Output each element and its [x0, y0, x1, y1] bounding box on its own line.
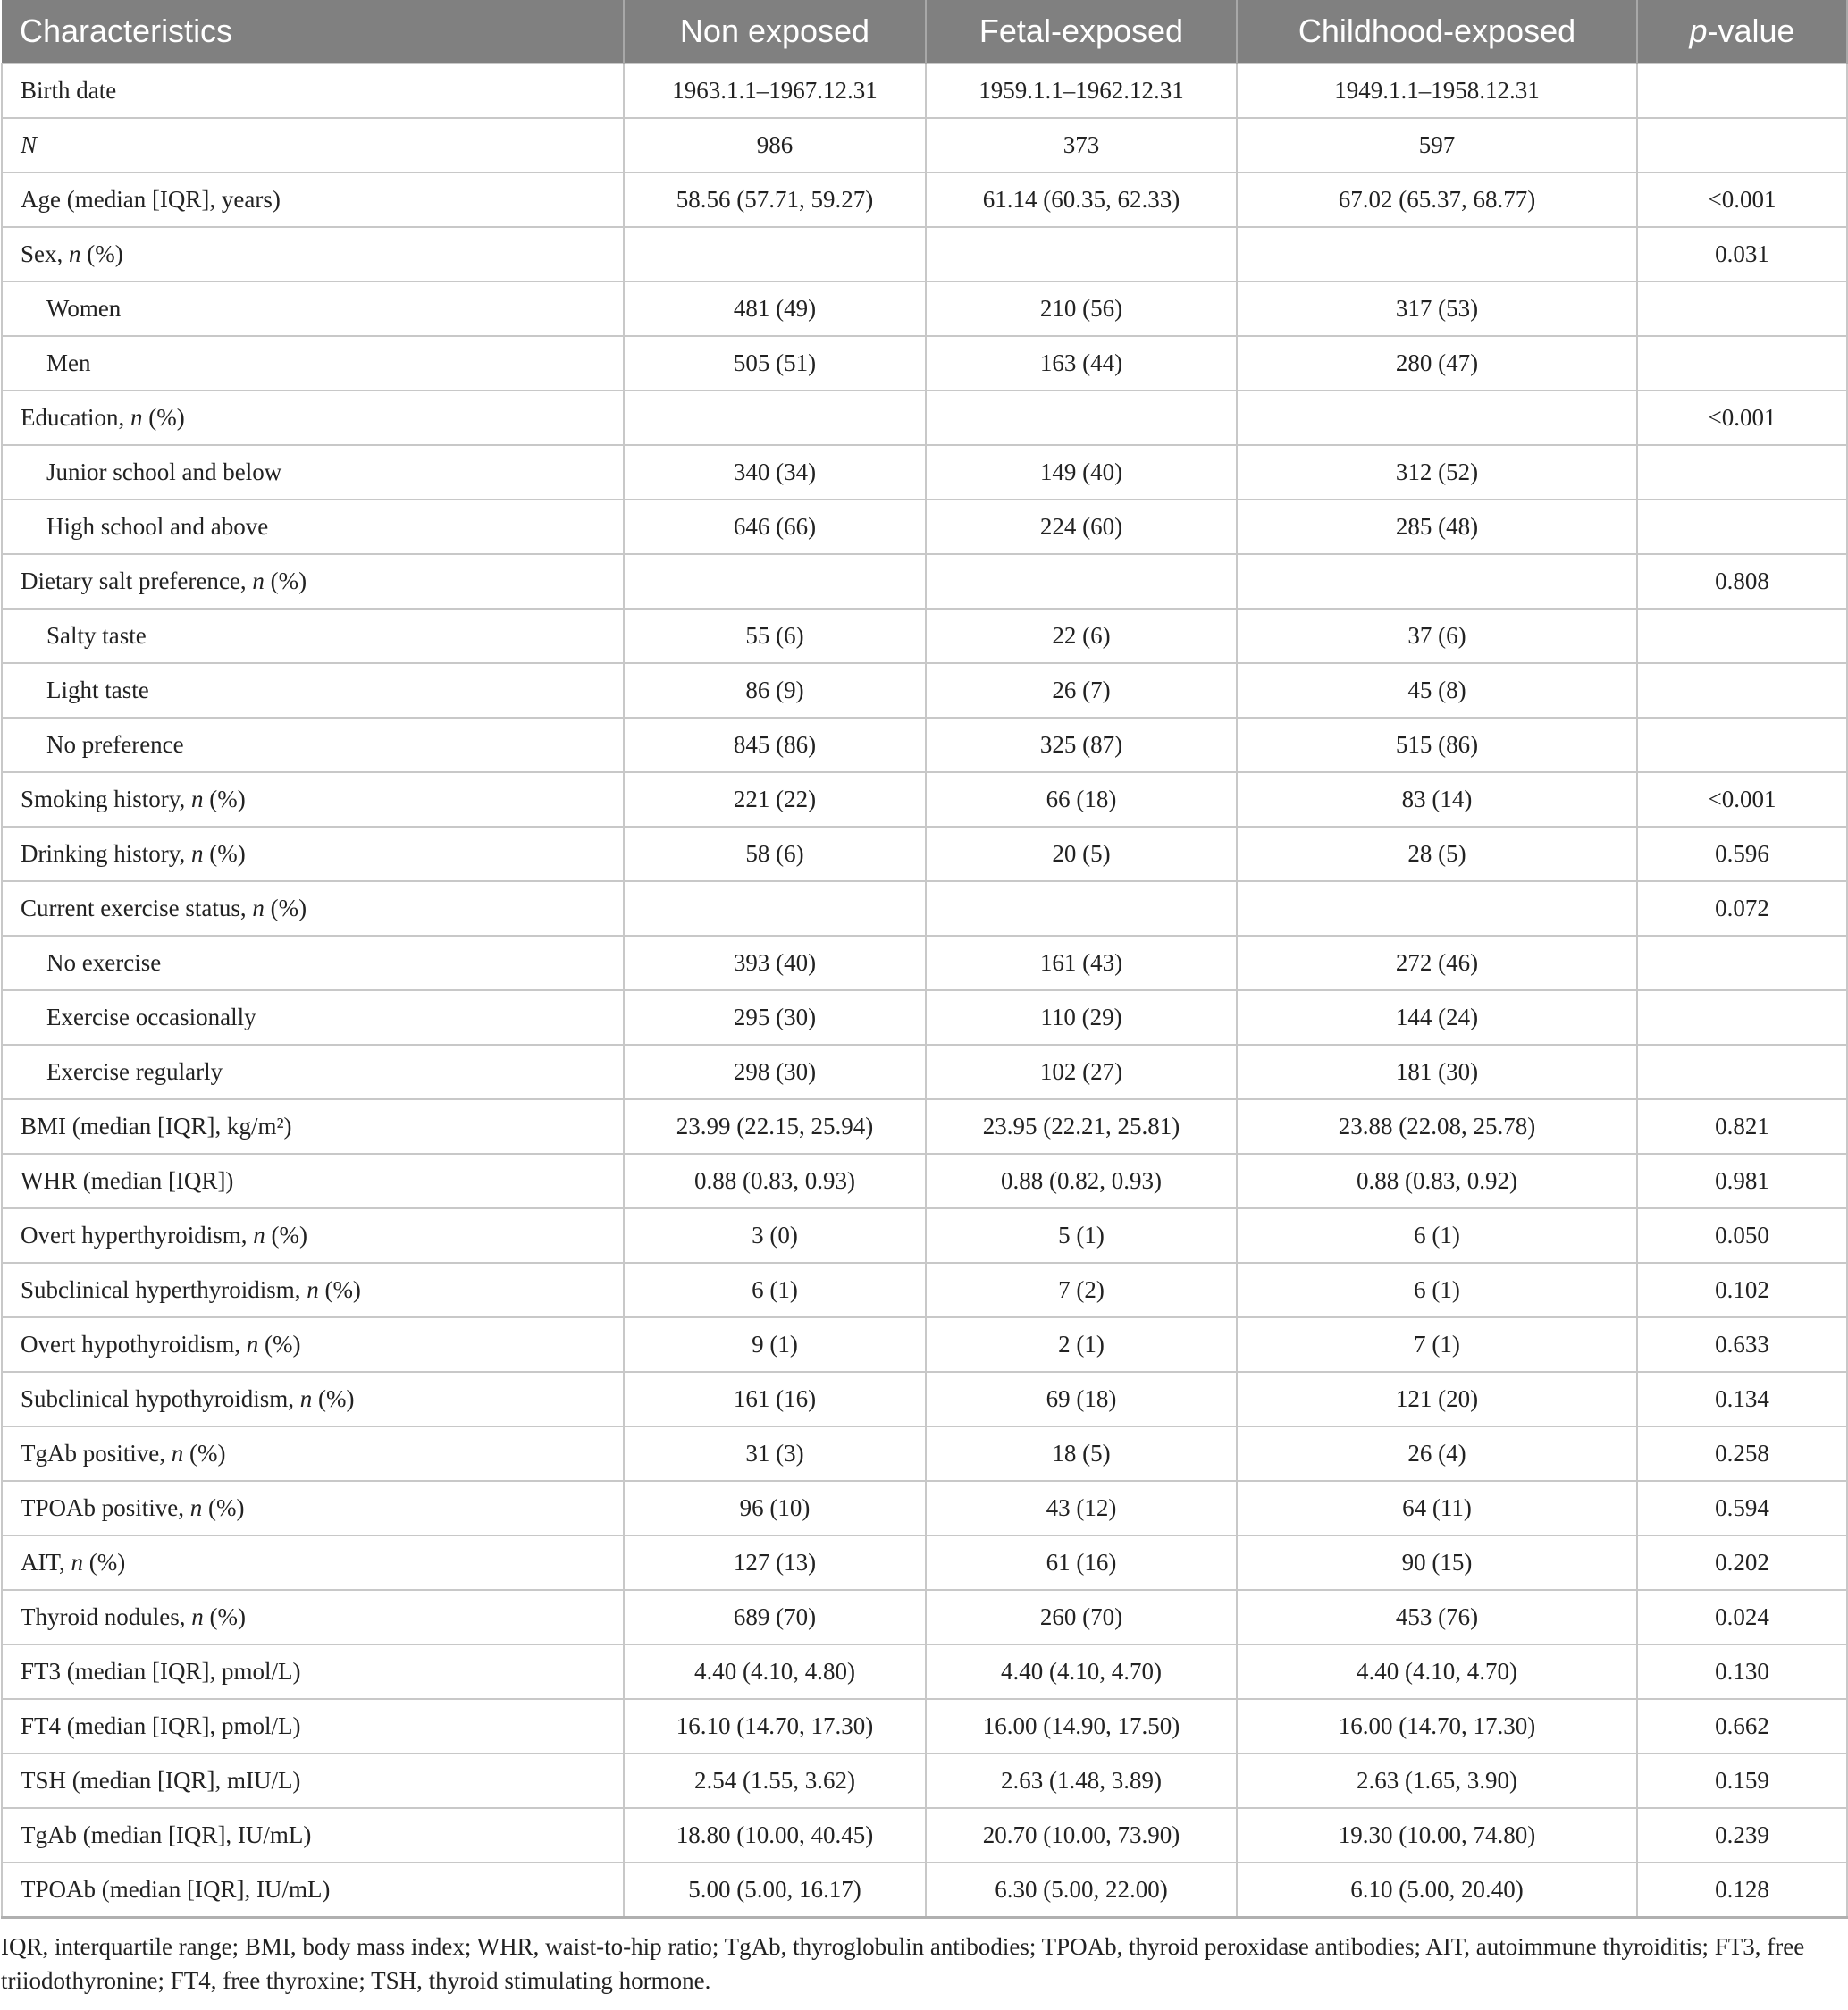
cell-fetal-exposed: 7 (2): [926, 1263, 1237, 1317]
row-label-it: n: [307, 1276, 319, 1303]
cell-p-value: 0.662: [1637, 1699, 1847, 1753]
cell-p-value: 0.981: [1637, 1154, 1847, 1208]
row-label-post: (%): [318, 1276, 361, 1303]
cell-non-exposed: 86 (9): [624, 663, 926, 718]
table-row: [2, 1590, 1847, 1644]
table-row: [2, 1154, 1847, 1208]
row-label: [2, 391, 624, 445]
cell-fetal-exposed: 1959.1.1–1962.12.31: [926, 63, 1237, 118]
row-label-it: n: [171, 1440, 184, 1467]
row-label: [2, 1481, 624, 1535]
cell-fetal-exposed: 260 (70): [926, 1590, 1237, 1644]
row-label-pre: Dietary salt preference,: [21, 568, 253, 594]
row-label-pre: Smoking history,: [21, 786, 192, 812]
cell-fetal-exposed: 163 (44): [926, 336, 1237, 391]
cell-p-value: [1637, 609, 1847, 663]
table-row: [2, 609, 1847, 663]
row-label-pre: Current exercise status,: [21, 895, 253, 921]
cell-non-exposed: 221 (22): [624, 772, 926, 827]
row-label-pre: Exercise regularly: [46, 1058, 223, 1085]
row-label-pre: Subclinical hyperthyroidism,: [21, 1276, 307, 1303]
cell-p-value: 0.821: [1637, 1099, 1847, 1154]
cell-p-value: 0.130: [1637, 1644, 1847, 1699]
cell-p-value: 0.808: [1637, 554, 1847, 609]
cell-fetal-exposed: 224 (60): [926, 500, 1237, 554]
cell-p-value: [1637, 445, 1847, 500]
row-label-pre: TPOAb (median [IQR], IU/mL): [21, 1876, 331, 1903]
cell-fetal-exposed: 61.14 (60.35, 62.33): [926, 172, 1237, 227]
row-label-pre: TPOAb positive,: [21, 1494, 190, 1521]
cell-non-exposed: 127 (13): [624, 1535, 926, 1590]
cell-non-exposed: 298 (30): [624, 1045, 926, 1099]
row-label-pre: Men: [46, 349, 91, 376]
table-row: [2, 1208, 1847, 1263]
row-label-post: (%): [142, 404, 185, 431]
table-row: [2, 1426, 1847, 1481]
cell-p-value: [1637, 118, 1847, 172]
row-label-pre: Drinking history,: [21, 840, 191, 867]
table-row: [2, 1372, 1847, 1426]
cell-p-value: 0.594: [1637, 1481, 1847, 1535]
table-row: [2, 827, 1847, 881]
table-row: [2, 1863, 1847, 1918]
cell-non-exposed: 31 (3): [624, 1426, 926, 1481]
table-row: [2, 172, 1847, 227]
row-label-pre: AIT,: [21, 1549, 71, 1576]
cell-fetal-exposed: 161 (43): [926, 936, 1237, 990]
cell-non-exposed: 4.40 (4.10, 4.80): [624, 1644, 926, 1699]
row-label: [2, 445, 624, 500]
cell-p-value: [1637, 282, 1847, 336]
row-label: [2, 1045, 624, 1099]
cell-p-value: [1637, 663, 1847, 718]
cell-childhood-exposed: 7 (1): [1237, 1317, 1637, 1372]
row-label-pre: Subclinical hypothyroidism,: [21, 1385, 300, 1412]
cell-non-exposed: [624, 391, 926, 445]
cell-non-exposed: [624, 881, 926, 936]
cell-non-exposed: 646 (66): [624, 500, 926, 554]
cell-fetal-exposed: 0.88 (0.82, 0.93): [926, 1154, 1237, 1208]
row-label-post: (%): [312, 1385, 355, 1412]
cell-non-exposed: 161 (16): [624, 1372, 926, 1426]
cell-non-exposed: 9 (1): [624, 1317, 926, 1372]
cell-childhood-exposed: 37 (6): [1237, 609, 1637, 663]
row-label: [2, 500, 624, 554]
cell-p-value: 0.202: [1637, 1535, 1847, 1590]
cell-childhood-exposed: 121 (20): [1237, 1372, 1637, 1426]
cell-childhood-exposed: 181 (30): [1237, 1045, 1637, 1099]
cell-childhood-exposed: 317 (53): [1237, 282, 1637, 336]
table-row: [2, 936, 1847, 990]
cell-childhood-exposed: 6 (1): [1237, 1208, 1637, 1263]
cell-non-exposed: 16.10 (14.70, 17.30): [624, 1699, 926, 1753]
row-label-pre: Thyroid nodules,: [21, 1603, 192, 1630]
row-label-pre: FT3 (median [IQR], pmol/L): [21, 1658, 301, 1685]
cell-non-exposed: 689 (70): [624, 1590, 926, 1644]
row-label: [2, 1426, 624, 1481]
cell-fetal-exposed: 26 (7): [926, 663, 1237, 718]
header-p-value: [1637, 0, 1847, 63]
row-label-pre: Light taste: [46, 677, 149, 703]
cell-non-exposed: 96 (10): [624, 1481, 926, 1535]
table-footnote: IQR, interquartile range; BMI, body mass index; WHR, waist-to-hip ratio; TgAb, thyroglobulin antibodies; TPOAb, thyroid peroxidase antibodies; AIT, autoimmune thyroiditis; FT3, free triiodothyronine; FT4, free thyroxine; TSH, thyroid stimulating hormone.: [1, 1933, 1805, 1994]
table-row: [2, 1099, 1847, 1154]
cell-non-exposed: 481 (49): [624, 282, 926, 336]
cell-childhood-exposed: 4.40 (4.10, 4.70): [1237, 1644, 1637, 1699]
row-label-post: (%): [203, 786, 246, 812]
table-row: [2, 1045, 1847, 1099]
cell-p-value: 0.102: [1637, 1263, 1847, 1317]
table-row: [2, 881, 1847, 936]
row-label-it: n: [69, 240, 81, 267]
row-label: [2, 554, 624, 609]
cell-fetal-exposed: 20.70 (10.00, 73.90): [926, 1808, 1237, 1863]
cell-p-value: 0.239: [1637, 1808, 1847, 1863]
row-label-pre: Overt hypothyroidism,: [21, 1331, 247, 1358]
cell-fetal-exposed: 210 (56): [926, 282, 1237, 336]
row-label-post: (%): [264, 895, 307, 921]
cell-childhood-exposed: 285 (48): [1237, 500, 1637, 554]
cell-childhood-exposed: 90 (15): [1237, 1535, 1637, 1590]
row-label-pre: Birth date: [21, 77, 117, 104]
cell-non-exposed: 58.56 (57.71, 59.27): [624, 172, 926, 227]
row-label: [2, 827, 624, 881]
cell-childhood-exposed: 6 (1): [1237, 1263, 1637, 1317]
row-label: [2, 336, 624, 391]
row-label-it: n: [246, 1331, 259, 1358]
cell-fetal-exposed: 373: [926, 118, 1237, 172]
cell-fetal-exposed: 22 (6): [926, 609, 1237, 663]
cell-fetal-exposed: 43 (12): [926, 1481, 1237, 1535]
cell-p-value: 0.159: [1637, 1753, 1847, 1808]
header-non-exposed: Non exposed: [624, 0, 926, 63]
cell-non-exposed: 5.00 (5.00, 16.17): [624, 1863, 926, 1918]
row-label-pre: FT4 (median [IQR], pmol/L): [21, 1712, 301, 1739]
row-label: [2, 1590, 624, 1644]
cell-p-value: 0.031: [1637, 227, 1847, 282]
cell-p-value: 0.072: [1637, 881, 1847, 936]
cell-p-value: [1637, 718, 1847, 772]
cell-childhood-exposed: 28 (5): [1237, 827, 1637, 881]
cell-p-value: [1637, 500, 1847, 554]
row-label-post: (%): [202, 1494, 245, 1521]
cell-non-exposed: 18.80 (10.00, 40.45): [624, 1808, 926, 1863]
row-label-it: n: [130, 404, 143, 431]
cell-childhood-exposed: 67.02 (65.37, 68.77): [1237, 172, 1637, 227]
cell-childhood-exposed: 453 (76): [1237, 1590, 1637, 1644]
row-label-it: n: [252, 568, 265, 594]
row-label-pre: Education,: [21, 404, 130, 431]
row-label-pre: Junior school and below: [46, 458, 282, 485]
cell-fetal-exposed: 102 (27): [926, 1045, 1237, 1099]
cell-non-exposed: [624, 554, 926, 609]
row-label-pre: Salty taste: [46, 622, 147, 649]
row-label-it: n: [189, 1494, 203, 1521]
row-label-it: N: [21, 131, 38, 158]
row-label-pre: No preference: [46, 731, 184, 758]
row-label-pre: Sex,: [21, 240, 69, 267]
row-label: [2, 1699, 624, 1753]
cell-childhood-exposed: 6.10 (5.00, 20.40): [1237, 1863, 1637, 1918]
table-row: [2, 1699, 1847, 1753]
table-row: [2, 1753, 1847, 1808]
row-label-pre: High school and above: [46, 513, 269, 540]
row-label: [2, 1808, 624, 1863]
row-label-pre: Overt hyperthyroidism,: [21, 1222, 254, 1249]
table-row: [2, 500, 1847, 554]
cell-childhood-exposed: [1237, 554, 1637, 609]
row-label-it: n: [253, 1222, 265, 1249]
table-row: [2, 118, 1847, 172]
cell-non-exposed: 295 (30): [624, 990, 926, 1045]
row-label-pre: Age (median [IQR], years): [21, 186, 281, 213]
cell-fetal-exposed: [926, 227, 1237, 282]
table-row: [2, 718, 1847, 772]
cell-non-exposed: 3 (0): [624, 1208, 926, 1263]
cell-p-value: [1637, 336, 1847, 391]
table-row: [2, 63, 1847, 118]
cell-childhood-exposed: 515 (86): [1237, 718, 1637, 772]
table-row: [2, 445, 1847, 500]
cell-p-value: 0.050: [1637, 1208, 1847, 1263]
row-label-post: (%): [258, 1331, 301, 1358]
row-label-pre: No exercise: [46, 949, 162, 976]
row-label-it: n: [191, 786, 204, 812]
table-row: [2, 1481, 1847, 1535]
row-label-pre: TgAb (median [IQR], IU/mL): [21, 1821, 312, 1848]
cell-childhood-exposed: 2.63 (1.65, 3.90): [1237, 1753, 1637, 1808]
row-label-pre: TgAb positive,: [21, 1440, 172, 1467]
cell-p-value: 0.633: [1637, 1317, 1847, 1372]
table-row: [2, 1317, 1847, 1372]
row-label: [2, 1372, 624, 1426]
row-label: [2, 63, 624, 118]
table-row: [2, 336, 1847, 391]
row-label-post: (%): [80, 240, 123, 267]
table-row: [2, 227, 1847, 282]
row-label-pre: TSH (median [IQR], mIU/L): [21, 1767, 301, 1794]
cell-fetal-exposed: 61 (16): [926, 1535, 1237, 1590]
cell-p-value: [1637, 1045, 1847, 1099]
cell-childhood-exposed: 280 (47): [1237, 336, 1637, 391]
row-label-post: (%): [183, 1440, 226, 1467]
row-label-it: n: [71, 1549, 83, 1576]
cell-fetal-exposed: [926, 554, 1237, 609]
cell-p-value: <0.001: [1637, 772, 1847, 827]
row-label-post: (%): [203, 1603, 246, 1630]
cell-p-value: 0.134: [1637, 1372, 1847, 1426]
cell-fetal-exposed: 325 (87): [926, 718, 1237, 772]
cell-p-value: 0.128: [1637, 1863, 1847, 1918]
cell-fetal-exposed: 2 (1): [926, 1317, 1237, 1372]
row-label: [2, 227, 624, 282]
cell-childhood-exposed: 597: [1237, 118, 1637, 172]
cell-fetal-exposed: 18 (5): [926, 1426, 1237, 1481]
cell-childhood-exposed: 23.88 (22.08, 25.78): [1237, 1099, 1637, 1154]
cell-fetal-exposed: 20 (5): [926, 827, 1237, 881]
cell-fetal-exposed: [926, 391, 1237, 445]
cell-non-exposed: 6 (1): [624, 1263, 926, 1317]
table-row: [2, 1263, 1847, 1317]
characteristics-table: [1, 0, 1848, 1919]
header-fetal-exposed: Fetal-exposed: [926, 0, 1237, 63]
row-label: [2, 1099, 624, 1154]
cell-p-value: <0.001: [1637, 172, 1847, 227]
cell-non-exposed: 23.99 (22.15, 25.94): [624, 1099, 926, 1154]
row-label: [2, 772, 624, 827]
row-label: [2, 609, 624, 663]
cell-p-value: [1637, 936, 1847, 990]
row-label-post: (%): [203, 840, 246, 867]
cell-fetal-exposed: 4.40 (4.10, 4.70): [926, 1644, 1237, 1699]
cell-childhood-exposed: 144 (24): [1237, 990, 1637, 1045]
row-label: [2, 1154, 624, 1208]
cell-fetal-exposed: 66 (18): [926, 772, 1237, 827]
cell-non-exposed: 845 (86): [624, 718, 926, 772]
cell-non-exposed: 393 (40): [624, 936, 926, 990]
cell-fetal-exposed: 149 (40): [926, 445, 1237, 500]
row-label-it: n: [191, 1603, 204, 1630]
row-label-it: n: [191, 840, 204, 867]
cell-childhood-exposed: 83 (14): [1237, 772, 1637, 827]
row-label: [2, 663, 624, 718]
table-row: [2, 554, 1847, 609]
cell-non-exposed: 1963.1.1–1967.12.31: [624, 63, 926, 118]
row-label: [2, 282, 624, 336]
cell-childhood-exposed: 26 (4): [1237, 1426, 1637, 1481]
row-label: [2, 1263, 624, 1317]
header-childhood-exposed: Childhood-exposed: [1237, 0, 1637, 63]
cell-non-exposed: 505 (51): [624, 336, 926, 391]
cell-p-value: <0.001: [1637, 391, 1847, 445]
table-row: [2, 1808, 1847, 1863]
row-label: [2, 118, 624, 172]
table-row: [2, 391, 1847, 445]
cell-non-exposed: 340 (34): [624, 445, 926, 500]
cell-fetal-exposed: 23.95 (22.21, 25.81): [926, 1099, 1237, 1154]
row-label: [2, 1317, 624, 1372]
p-value-suffix: -value: [1707, 13, 1795, 49]
row-label-it: n: [252, 895, 265, 921]
cell-p-value: 0.596: [1637, 827, 1847, 881]
table-row: [2, 772, 1847, 827]
row-label: [2, 1753, 624, 1808]
row-label: [2, 990, 624, 1045]
row-label-post: (%): [82, 1549, 126, 1576]
cell-childhood-exposed: 64 (11): [1237, 1481, 1637, 1535]
cell-childhood-exposed: 1949.1.1–1958.12.31: [1237, 63, 1637, 118]
cell-non-exposed: 58 (6): [624, 827, 926, 881]
cell-fetal-exposed: 2.63 (1.48, 3.89): [926, 1753, 1237, 1808]
cell-fetal-exposed: 6.30 (5.00, 22.00): [926, 1863, 1237, 1918]
table-row: [2, 282, 1847, 336]
cell-non-exposed: [624, 227, 926, 282]
cell-fetal-exposed: 110 (29): [926, 990, 1237, 1045]
cell-childhood-exposed: 312 (52): [1237, 445, 1637, 500]
row-label: [2, 1535, 624, 1590]
cell-childhood-exposed: 272 (46): [1237, 936, 1637, 990]
cell-p-value: 0.024: [1637, 1590, 1847, 1644]
row-label: [2, 881, 624, 936]
row-label-pre: Exercise occasionally: [46, 1004, 256, 1030]
table-row: [2, 1644, 1847, 1699]
cell-childhood-exposed: [1237, 881, 1637, 936]
row-label: [2, 1208, 624, 1263]
row-label-pre: BMI (median [IQR], kg/m²): [21, 1113, 292, 1140]
header-characteristics: Characteristics: [2, 0, 624, 63]
row-label-pre: Women: [46, 295, 122, 322]
cell-p-value: [1637, 63, 1847, 118]
cell-childhood-exposed: 16.00 (14.70, 17.30): [1237, 1699, 1637, 1753]
row-label: [2, 718, 624, 772]
row-label: [2, 172, 624, 227]
table-row: [2, 663, 1847, 718]
row-label-post: (%): [264, 568, 307, 594]
cell-childhood-exposed: 19.30 (10.00, 74.80): [1237, 1808, 1637, 1863]
row-label-post: (%): [265, 1222, 307, 1249]
cell-fetal-exposed: [926, 881, 1237, 936]
row-label: [2, 1644, 624, 1699]
p-italic: p: [1689, 13, 1708, 49]
header-row: [2, 0, 1847, 63]
row-label-pre: WHR (median [IQR]): [21, 1167, 234, 1194]
cell-childhood-exposed: [1237, 391, 1637, 445]
table-row: [2, 990, 1847, 1045]
cell-non-exposed: 0.88 (0.83, 0.93): [624, 1154, 926, 1208]
cell-non-exposed: 986: [624, 118, 926, 172]
cell-p-value: 0.258: [1637, 1426, 1847, 1481]
row-label: [2, 936, 624, 990]
cell-fetal-exposed: 5 (1): [926, 1208, 1237, 1263]
cell-fetal-exposed: 16.00 (14.90, 17.50): [926, 1699, 1237, 1753]
cell-p-value: [1637, 990, 1847, 1045]
row-label: [2, 1863, 624, 1918]
cell-childhood-exposed: 0.88 (0.83, 0.92): [1237, 1154, 1637, 1208]
cell-childhood-exposed: [1237, 227, 1637, 282]
cell-non-exposed: 55 (6): [624, 609, 926, 663]
cell-non-exposed: 2.54 (1.55, 3.62): [624, 1753, 926, 1808]
cell-fetal-exposed: 69 (18): [926, 1372, 1237, 1426]
row-label-it: n: [299, 1385, 313, 1412]
table-row: [2, 1535, 1847, 1590]
cell-childhood-exposed: 45 (8): [1237, 663, 1637, 718]
